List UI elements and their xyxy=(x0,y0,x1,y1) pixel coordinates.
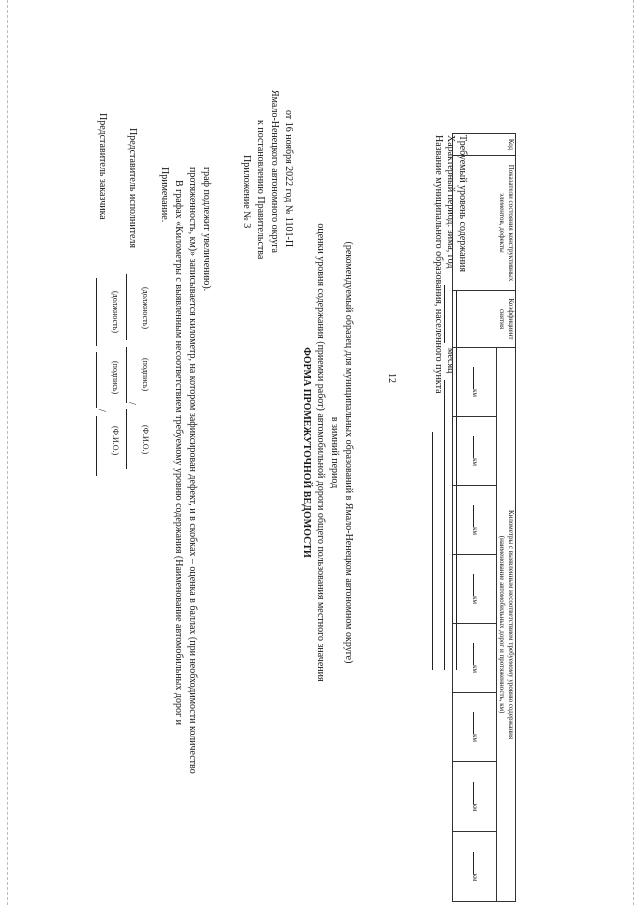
km-cell[interactable] xyxy=(453,624,497,693)
contractor-representative-label: Представитель исполнителя xyxy=(127,128,138,249)
km-cell[interactable] xyxy=(453,832,497,902)
col-indicator-header: Показатели состояния конструктивных элементов, дефекты xyxy=(453,156,516,291)
customer-signature-caption: (подпись) xyxy=(111,361,120,395)
note-line-2: протяженность, км)» записывается километр, на котором зафиксирован дефект, и в скобках – оценка в баллах (при необходимости количество xyxy=(187,167,198,774)
page-number: 12 xyxy=(386,373,397,383)
level-label: Требуемый уровень содержания xyxy=(457,135,468,272)
customer-name-caption: (Ф.И.О.) xyxy=(111,426,120,456)
appendix-date: от 16 ноября 2022 год № 1101-П xyxy=(283,110,294,248)
customer-signature-line xyxy=(96,352,97,408)
km-cell[interactable] xyxy=(453,417,497,486)
appendix-number: Приложение № 3 xyxy=(241,155,252,229)
customer-position-line xyxy=(96,278,97,346)
customer-slash: / xyxy=(96,409,107,412)
scan-margin-line xyxy=(633,0,634,905)
col-coefficient-header: Коэффициент снятия xyxy=(453,291,516,348)
contractor-position-caption: (должность) xyxy=(141,287,150,329)
col-code-header: Код xyxy=(453,134,516,156)
appendix-line-3: Ямало-Ненецкого автономного округа xyxy=(269,90,280,253)
km-cell-label: км xyxy=(471,803,479,812)
form-title: ФОРМА ПРОМЕЖУТОЧНОЙ ВЕДОМОСТИ xyxy=(301,347,312,558)
km-cell-label: км xyxy=(471,527,479,535)
km-cell-label: км xyxy=(471,734,479,742)
contractor-position-line xyxy=(126,274,127,340)
customer-position-caption: (должность) xyxy=(111,291,120,333)
customer-representative-label: Представитель заказчика xyxy=(97,113,108,220)
contractor-name-caption: (Ф.И.О.) xyxy=(141,425,150,455)
km-cell-label: км xyxy=(471,458,479,466)
note-line-3: граф подлежит увеличению). xyxy=(201,167,212,292)
period-label: Характерный период: зима, год xyxy=(445,135,456,269)
col-km-title: Километры с выявленным несоответствием требуемому уровню содержания xyxy=(507,510,515,740)
appendix-line-2: к постановлению Правительства xyxy=(255,120,266,260)
km-cell[interactable] xyxy=(453,762,497,832)
col-km-header xyxy=(497,348,516,902)
contractor-slash: / xyxy=(126,402,137,405)
contractor-signature-caption: (подпись) xyxy=(141,358,150,392)
scan-margin-line xyxy=(7,0,8,905)
form-subtitle-2: в зимний период xyxy=(329,416,340,489)
km-cell-label: км xyxy=(471,389,479,397)
km-cell-label: км xyxy=(471,665,479,673)
municipality-field[interactable] xyxy=(432,432,433,670)
contractor-name-line xyxy=(126,409,127,469)
contractor-signature-line xyxy=(126,347,127,403)
km-cell-label: км xyxy=(471,873,479,882)
month-label: месяц xyxy=(445,348,456,374)
km-cell[interactable] xyxy=(453,486,497,555)
km-cell[interactable] xyxy=(453,348,497,417)
customer-name-line xyxy=(96,416,97,476)
form-subtitle-1: оценки уровня содержания (приемки работ) автомобильной дороги общего пользования местного значения xyxy=(315,223,326,682)
period-year-field[interactable] xyxy=(444,285,445,343)
note-title: Примечание. xyxy=(159,167,170,223)
assessment-table xyxy=(452,133,516,902)
km-cell[interactable] xyxy=(453,555,497,624)
month-field[interactable] xyxy=(444,380,445,670)
municipality-label: Название муниципального образования, населенного пункта xyxy=(433,135,444,394)
form-subtitle-3: (рекомендуемый образец для муниципальных образований в Ямало-Ненецком автономном округе) xyxy=(343,241,354,664)
km-cell[interactable] xyxy=(453,693,497,762)
note-line-1: В графах «Километры с выявленным несоответствием требуемому уровню содержания (Наименование автомобильных дорог и xyxy=(173,180,184,725)
col-km-subtitle: (наименование автомобильных дорог и протяженность, км) xyxy=(498,535,506,714)
km-cell-label: км xyxy=(471,596,479,604)
